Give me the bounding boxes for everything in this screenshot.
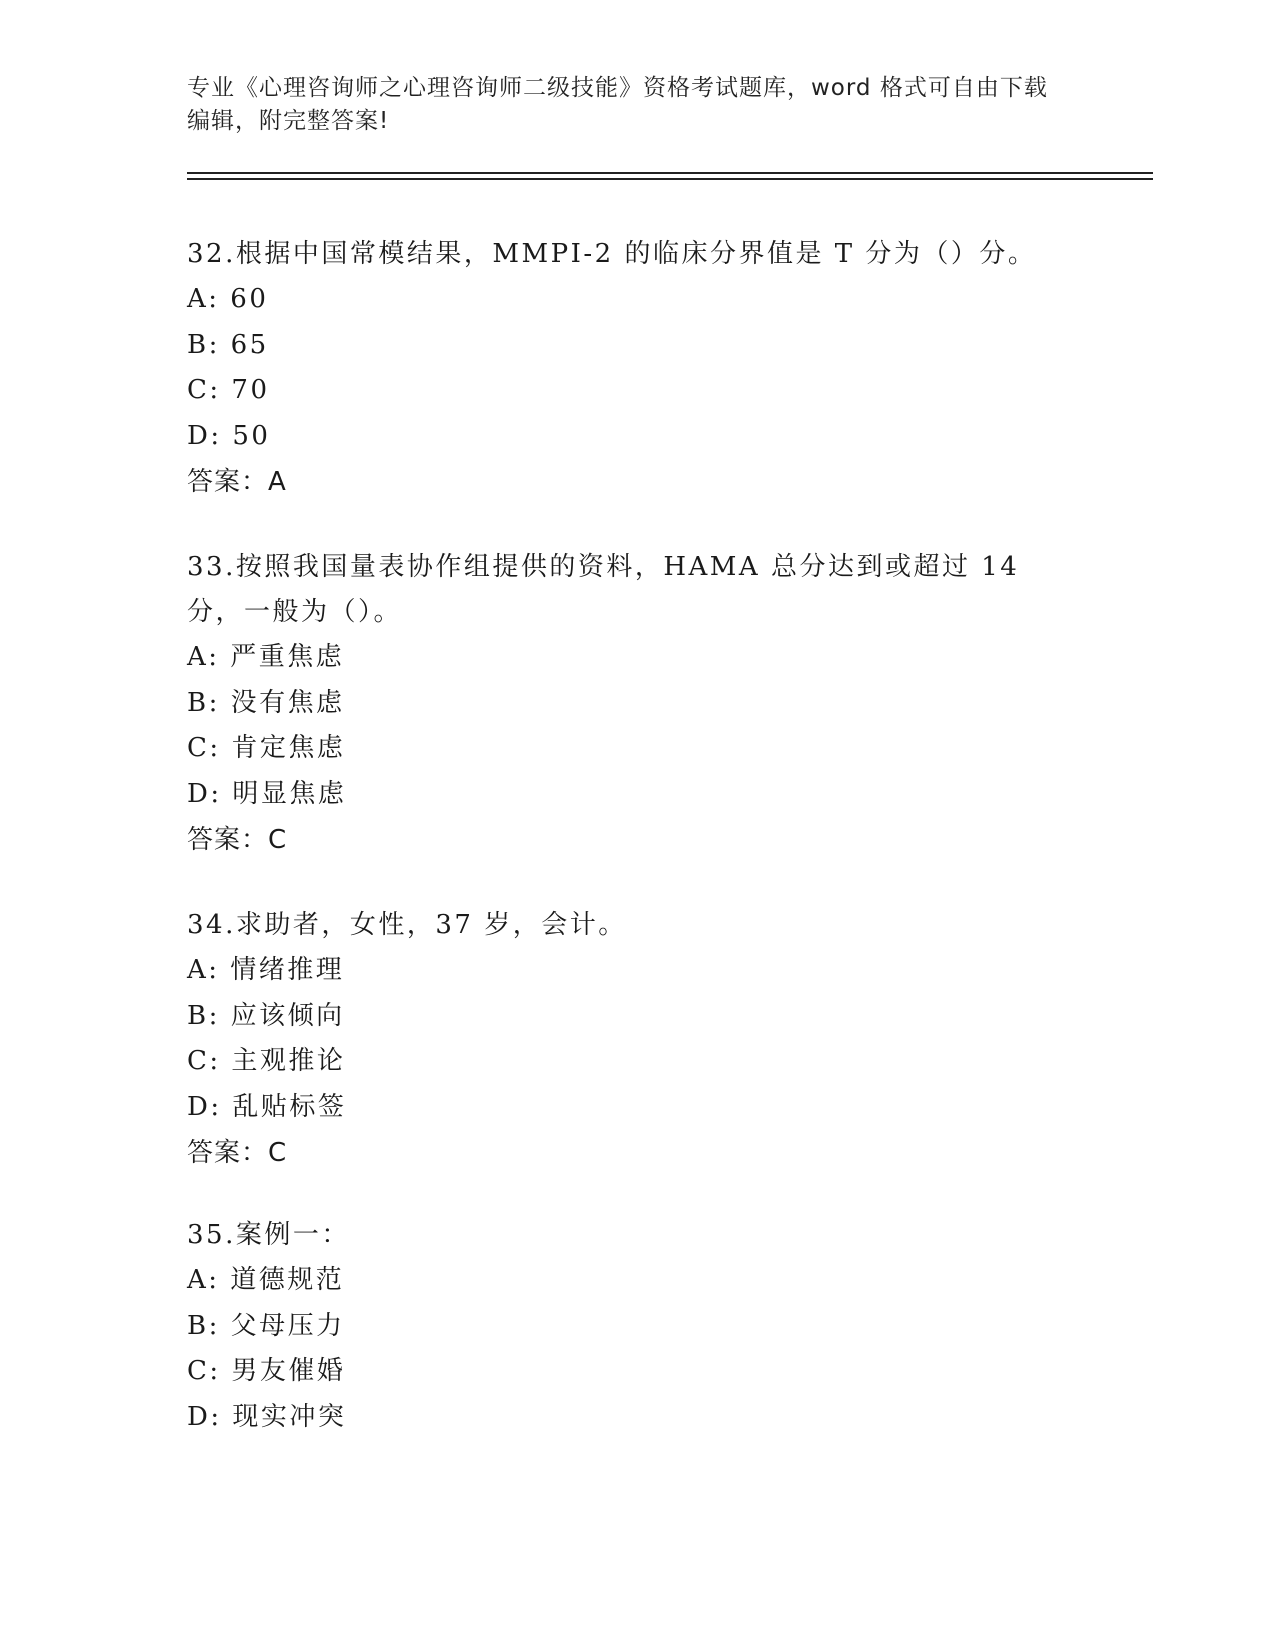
option-c: C: 男友催婚 [187, 1356, 346, 1386]
answer: 答案：C [187, 1138, 288, 1168]
option-d: D: 50 [187, 420, 271, 451]
option-a: A: 60 [187, 284, 269, 314]
option-d: D: 现实冲突 [187, 1401, 347, 1432]
option-a: A: 道德规范 [187, 1265, 345, 1295]
option-b: B: 65 [187, 329, 269, 360]
option-a: A: 严重焦虑 [187, 642, 345, 672]
question-35 [187, 1213, 1067, 1440]
question-stem: 35.案例一： [187, 1220, 350, 1250]
option-a: A: 情绪推理 [187, 955, 345, 985]
header-divider-top [187, 172, 1153, 174]
option-c: C: 主观推论 [187, 1046, 346, 1076]
option-b: B: 父母压力 [187, 1310, 345, 1341]
answer: 答案：A [187, 467, 287, 497]
option-b: B: 应该倾向 [187, 1000, 345, 1031]
document-header [187, 72, 1067, 138]
question-stem: 34.求助者，女性，37 岁，会计。 [187, 910, 627, 940]
header-line-1: 专业《心理咨询师之心理咨询师二级技能》资格考试题库，word 格式可自由下载 [187, 75, 1048, 101]
option-d: D: 明显焦虑 [187, 778, 347, 809]
header-divider-bottom [187, 178, 1153, 180]
answer: 答案：C [187, 825, 288, 855]
header-line-2: 编辑，附完整答案! [187, 108, 390, 134]
option-c: C: 70 [187, 375, 270, 405]
question-32 [187, 232, 1067, 505]
option-d: D: 乱贴标签 [187, 1091, 347, 1122]
option-c: C: 肯定焦虑 [187, 733, 346, 763]
question-stem: 33.按照我国量表协作组提供的资料，HAMA 总分达到或超过 14 分，一般为（）。 [187, 552, 1020, 627]
option-b: B: 没有焦虑 [187, 687, 345, 718]
question-34 [187, 903, 1067, 1176]
question-33 [187, 545, 1067, 863]
question-stem: 32.根据中国常模结果，MMPI-2 的临床分界值是 T 分为（）分。 [187, 239, 1037, 269]
